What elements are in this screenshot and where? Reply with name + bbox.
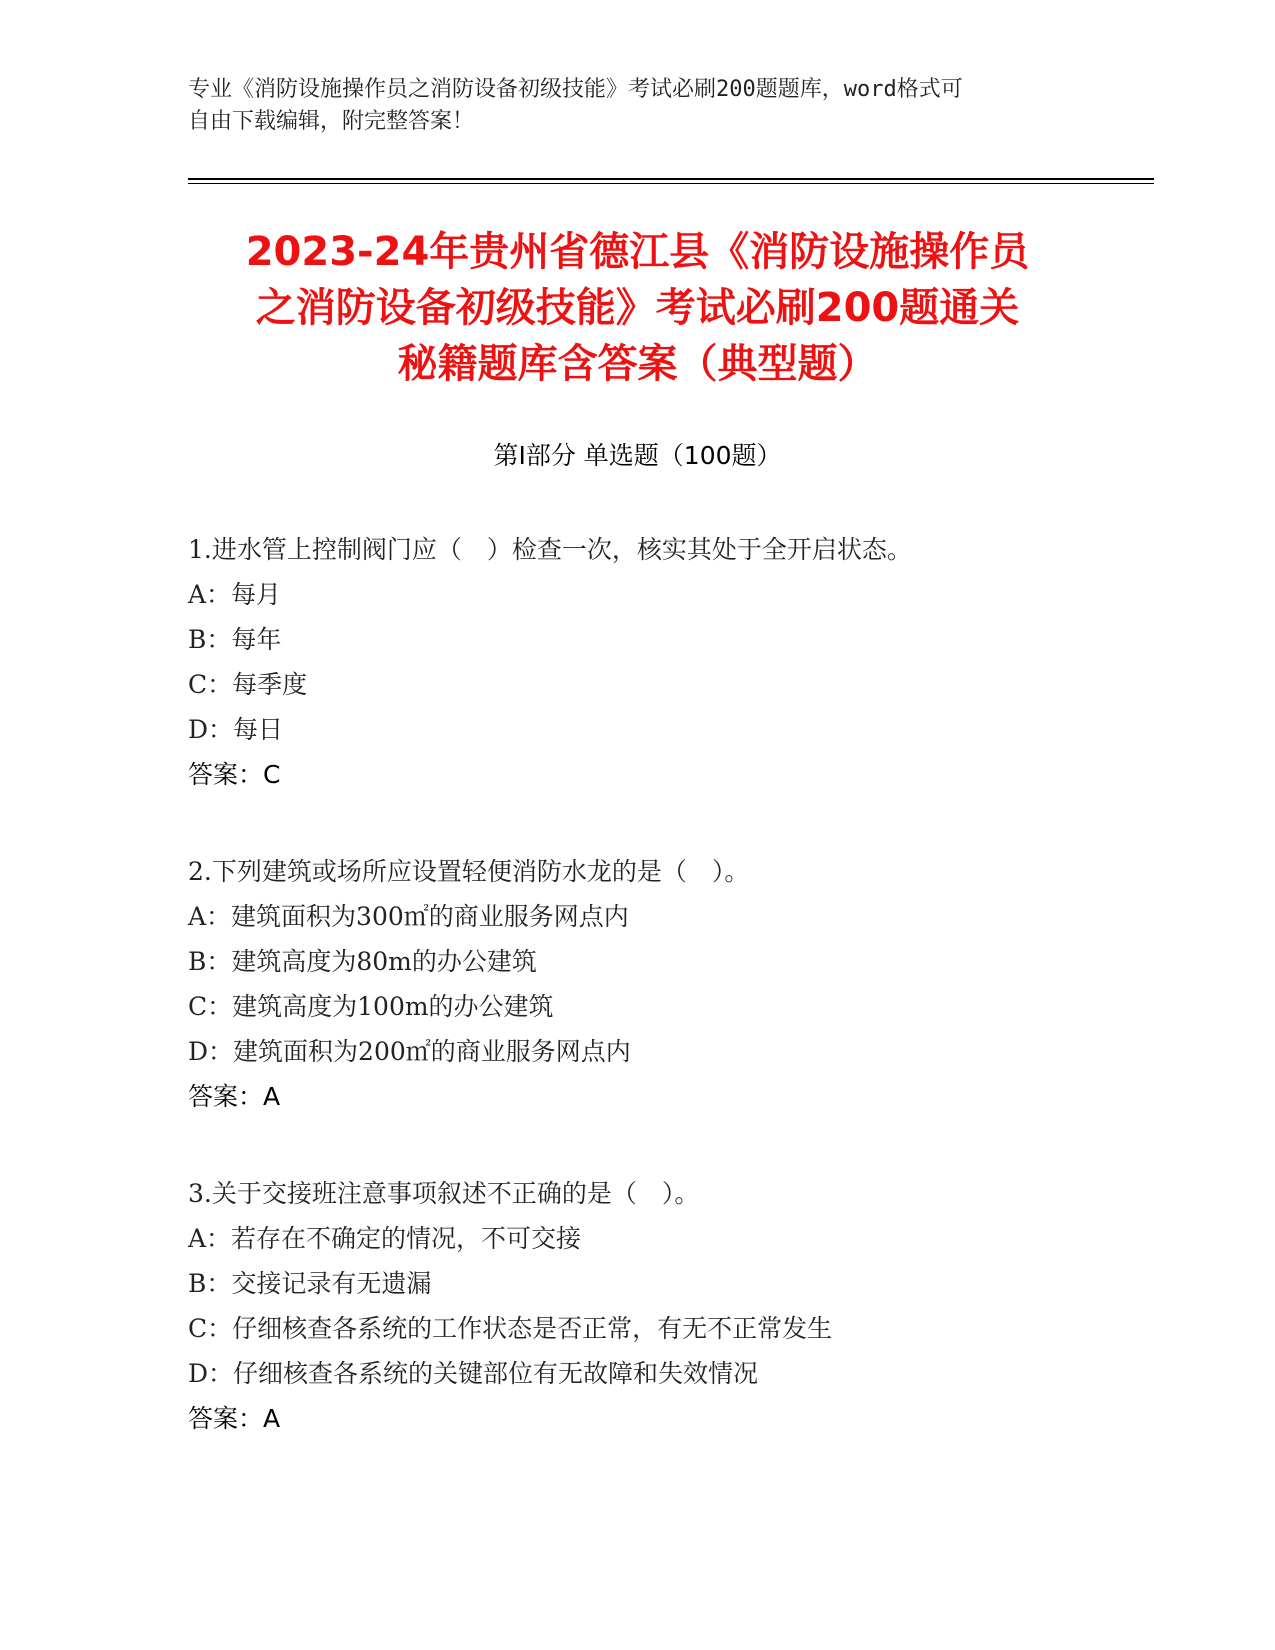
question-item [188,527,1128,797]
answer-label: 答案：C [188,760,281,789]
option-a: A：每月 [188,580,282,609]
header-note-line-2: 自由下载编辑，附完整答案！ [188,109,475,134]
question-list [188,527,1128,1493]
option-b: B：交接记录有无遗漏 [188,1269,432,1298]
option-a: A：建筑面积为300㎡的商业服务网点内 [188,902,629,931]
option-c: C：建筑高度为100m的办公建筑 [188,992,554,1021]
header-note [188,74,1068,138]
question-stem: 2.下列建筑或场所应设置轻便消防水龙的是（ ）。 [188,857,750,886]
header-note-line-1: 专业《消防设施操作员之消防设备初级技能》考试必刷200题题库，word格式可 [188,77,963,102]
question-item [188,849,1128,1119]
option-d: D：建筑面积为200㎡的商业服务网点内 [188,1037,631,1066]
document-title [170,224,1105,392]
option-b: B：每年 [188,625,282,654]
document-title-line-3: 秘籍题库含答案（典型题） [397,341,878,387]
document-title-line-2: 之消防设备初级技能》考试必刷200题通关 [255,285,1020,331]
header-divider-thin [188,183,1154,184]
option-c: C：每季度 [188,670,308,699]
document-title-line-1: 2023-24年贵州省德江县《消防设施操作员 [245,229,1030,275]
question-item [188,1171,1128,1441]
option-c: C：仔细核查各系统的工作状态是否正常，有无不正常发生 [188,1314,833,1343]
section-heading: 第Ⅰ部分 单选题（100题） [493,441,782,470]
header-divider-thick [188,178,1154,180]
question-stem: 1.进水管上控制阀门应（ ）检查一次，核实其处于全开启状态。 [188,535,912,564]
answer-label: 答案：A [188,1082,281,1111]
option-d: D：仔细核查各系统的关键部位有无故障和失效情况 [188,1359,759,1388]
question-stem: 3.关于交接班注意事项叙述不正确的是（ ）。 [188,1179,700,1208]
answer-label: 答案：A [188,1404,281,1433]
option-d: D：每日 [188,715,284,744]
option-b: B：建筑高度为80m的办公建筑 [188,947,537,976]
option-a: A：若存在不确定的情况，不可交接 [188,1224,582,1253]
